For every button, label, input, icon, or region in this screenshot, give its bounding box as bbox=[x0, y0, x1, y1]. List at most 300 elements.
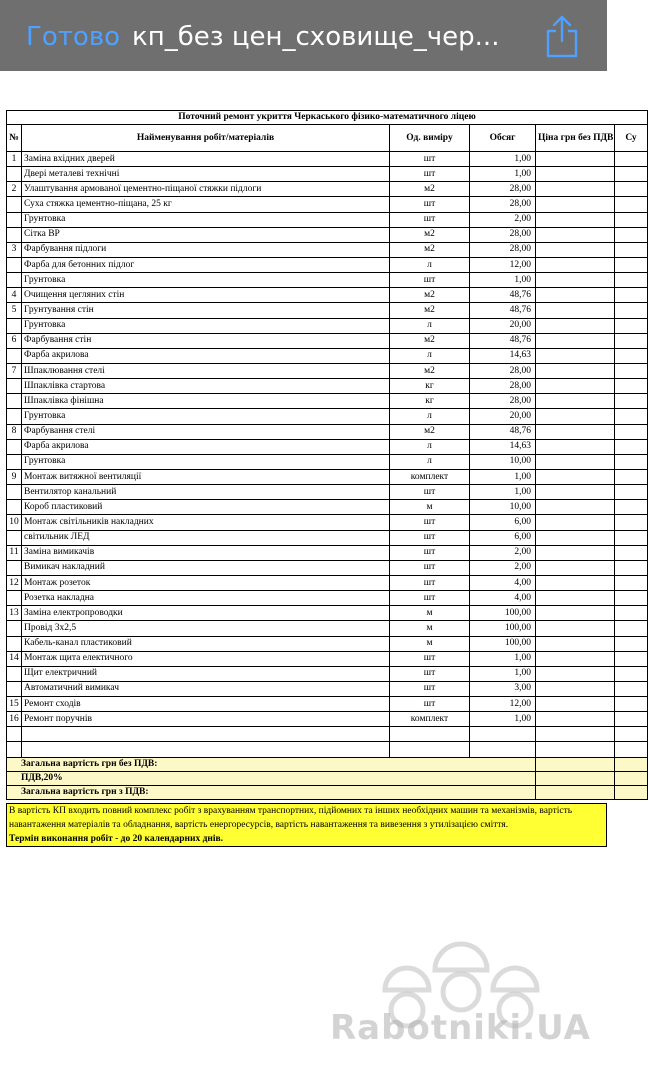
row-sum[interactable] bbox=[615, 152, 648, 167]
share-icon[interactable] bbox=[543, 14, 581, 58]
row-price[interactable] bbox=[536, 742, 615, 757]
row-quantity[interactable]: 2,00 bbox=[470, 545, 536, 560]
row-number[interactable] bbox=[7, 318, 22, 333]
row-sum[interactable] bbox=[615, 257, 648, 272]
row-price[interactable] bbox=[536, 515, 615, 530]
row-number[interactable]: 7 bbox=[7, 363, 22, 378]
row-name[interactable]: Грунтовка bbox=[22, 212, 390, 227]
row-sum[interactable] bbox=[615, 409, 648, 424]
row-price[interactable] bbox=[536, 424, 615, 439]
row-quantity[interactable]: 100,00 bbox=[470, 636, 536, 651]
row-quantity[interactable]: 4,00 bbox=[470, 575, 536, 590]
row-quantity[interactable]: 12,00 bbox=[470, 697, 536, 712]
row-name[interactable]: Шпаклювання стелі bbox=[22, 363, 390, 378]
row-price[interactable] bbox=[536, 379, 615, 394]
row-unit[interactable]: м2 bbox=[390, 363, 470, 378]
row-sum[interactable] bbox=[615, 666, 648, 681]
row-unit[interactable]: м2 bbox=[390, 182, 470, 197]
row-name[interactable]: Заміна вимикачів bbox=[22, 545, 390, 560]
row-name[interactable]: Фарба акрилова bbox=[22, 348, 390, 363]
row-name[interactable]: Грунтовка bbox=[22, 454, 390, 469]
row-quantity[interactable]: 28,00 bbox=[470, 227, 536, 242]
row-unit[interactable]: м bbox=[390, 621, 470, 636]
row-name[interactable]: Розетка накладна bbox=[22, 591, 390, 606]
row-sum[interactable] bbox=[615, 697, 648, 712]
row-name[interactable]: Монтаж витяжної вентиляції bbox=[22, 469, 390, 484]
row-unit[interactable]: л bbox=[390, 318, 470, 333]
row-price[interactable] bbox=[536, 530, 615, 545]
row-unit[interactable]: шт bbox=[390, 530, 470, 545]
row-unit[interactable]: комплект bbox=[390, 469, 470, 484]
row-price[interactable] bbox=[536, 485, 615, 500]
row-quantity[interactable]: 10,00 bbox=[470, 500, 536, 515]
row-quantity[interactable]: 48,76 bbox=[470, 424, 536, 439]
table-row bbox=[7, 591, 648, 606]
row-name[interactable]: Вимикач накладний bbox=[22, 560, 390, 575]
total-row bbox=[7, 771, 648, 785]
row-unit[interactable]: шт bbox=[390, 212, 470, 227]
row-name[interactable]: Грунтовка bbox=[22, 409, 390, 424]
row-quantity[interactable]: 28,00 bbox=[470, 197, 536, 212]
row-number[interactable]: 9 bbox=[7, 469, 22, 484]
total-sum[interactable] bbox=[615, 771, 648, 785]
row-quantity[interactable]: 4,00 bbox=[470, 591, 536, 606]
row-unit[interactable]: м2 bbox=[390, 227, 470, 242]
row-name[interactable]: Улаштування армованої цементно-піщаної стяжки підлоги bbox=[22, 182, 390, 197]
table-row bbox=[7, 394, 648, 409]
table-row bbox=[7, 651, 648, 666]
table-row bbox=[7, 439, 648, 454]
table-row bbox=[7, 363, 648, 378]
done-button[interactable]: Готово bbox=[26, 22, 121, 52]
row-number[interactable]: 14 bbox=[7, 651, 22, 666]
row-sum[interactable] bbox=[615, 227, 648, 242]
row-name[interactable]: Очищення цегляних стін bbox=[22, 288, 390, 303]
estimate-table bbox=[6, 110, 648, 800]
row-quantity[interactable]: 1,00 bbox=[470, 485, 536, 500]
row-number[interactable] bbox=[7, 197, 22, 212]
deadline-note: Термін виконання робіт - до 20 календарних днів. bbox=[9, 834, 224, 844]
row-name[interactable]: Сітка ВР bbox=[22, 227, 390, 242]
row-sum[interactable] bbox=[615, 545, 648, 560]
row-unit[interactable]: л bbox=[390, 409, 470, 424]
row-sum[interactable] bbox=[615, 681, 648, 696]
row-sum[interactable] bbox=[615, 469, 648, 484]
row-sum[interactable] bbox=[615, 303, 648, 318]
row-sum[interactable] bbox=[615, 318, 648, 333]
row-name[interactable]: Провід 3х2,5 bbox=[22, 621, 390, 636]
row-number[interactable]: 4 bbox=[7, 288, 22, 303]
table-row bbox=[7, 545, 648, 560]
row-quantity[interactable]: 1,00 bbox=[470, 273, 536, 288]
row-sum[interactable] bbox=[615, 197, 648, 212]
row-sum[interactable] bbox=[615, 606, 648, 621]
row-sum[interactable] bbox=[615, 712, 648, 727]
row-number[interactable]: 2 bbox=[7, 182, 22, 197]
row-price[interactable] bbox=[536, 697, 615, 712]
row-unit[interactable]: кг bbox=[390, 379, 470, 394]
table-row bbox=[7, 500, 648, 515]
table-row bbox=[7, 303, 648, 318]
table-row bbox=[7, 257, 648, 272]
top-navigation-bar bbox=[0, 0, 607, 71]
row-name[interactable]: Суха стяжка цементно-піщана, 25 кг bbox=[22, 197, 390, 212]
table-row bbox=[7, 469, 648, 484]
row-sum[interactable] bbox=[615, 636, 648, 651]
row-name[interactable]: Автоматичний вимикач bbox=[22, 681, 390, 696]
row-sum[interactable] bbox=[615, 560, 648, 575]
row-price[interactable] bbox=[536, 348, 615, 363]
row-quantity[interactable]: 14,63 bbox=[470, 348, 536, 363]
row-price[interactable] bbox=[536, 318, 615, 333]
row-unit[interactable]: шт bbox=[390, 681, 470, 696]
row-sum[interactable] bbox=[615, 742, 648, 757]
row-unit[interactable]: л bbox=[390, 439, 470, 454]
table-row bbox=[7, 333, 648, 348]
row-unit[interactable]: шт bbox=[390, 560, 470, 575]
row-price[interactable] bbox=[536, 712, 615, 727]
row-price[interactable] bbox=[536, 273, 615, 288]
row-price[interactable] bbox=[536, 666, 615, 681]
row-price[interactable] bbox=[536, 500, 615, 515]
row-unit[interactable]: комплект bbox=[390, 712, 470, 727]
row-name[interactable]: Заміна електропроводки bbox=[22, 606, 390, 621]
row-name[interactable]: Грунтовка bbox=[22, 318, 390, 333]
row-number[interactable]: 13 bbox=[7, 606, 22, 621]
row-sum[interactable] bbox=[615, 500, 648, 515]
row-quantity[interactable]: 28,00 bbox=[470, 242, 536, 257]
table-row bbox=[7, 167, 648, 182]
header-name: Найменування робіт/матеріалів bbox=[22, 125, 390, 152]
total-label: Загальна вартість грн з ПДВ: bbox=[7, 785, 536, 799]
row-number[interactable] bbox=[7, 591, 22, 606]
row-number[interactable] bbox=[7, 409, 22, 424]
row-sum[interactable] bbox=[615, 454, 648, 469]
table-row bbox=[7, 606, 648, 621]
row-unit[interactable]: м bbox=[390, 500, 470, 515]
row-unit[interactable] bbox=[390, 727, 470, 742]
total-row bbox=[7, 757, 648, 771]
row-price[interactable] bbox=[536, 182, 615, 197]
row-sum[interactable] bbox=[615, 288, 648, 303]
row-sum[interactable] bbox=[615, 439, 648, 454]
row-sum[interactable] bbox=[615, 515, 648, 530]
row-quantity[interactable]: 48,76 bbox=[470, 303, 536, 318]
row-name[interactable]: Вентилятор канальний bbox=[22, 485, 390, 500]
row-name[interactable]: Двері металеві технічні bbox=[22, 167, 390, 182]
row-name[interactable]: світильник ЛЕД bbox=[22, 530, 390, 545]
row-unit[interactable]: шт bbox=[390, 575, 470, 590]
row-quantity[interactable]: 28,00 bbox=[470, 182, 536, 197]
document-title: кп_без цен_сховище_чер... bbox=[132, 22, 500, 52]
spreadsheet-view[interactable] bbox=[6, 110, 637, 850]
row-name[interactable] bbox=[22, 742, 390, 757]
row-name[interactable]: Щит електричний bbox=[22, 666, 390, 681]
row-sum[interactable] bbox=[615, 591, 648, 606]
table-title: Поточний ремонт укриття Черкаського фізико-математичного ліцею bbox=[7, 111, 648, 125]
row-number[interactable]: 12 bbox=[7, 575, 22, 590]
row-sum[interactable] bbox=[615, 348, 648, 363]
row-unit[interactable]: шт bbox=[390, 666, 470, 681]
row-unit[interactable]: шт bbox=[390, 545, 470, 560]
row-quantity[interactable]: 28,00 bbox=[470, 394, 536, 409]
row-number[interactable] bbox=[7, 227, 22, 242]
row-quantity[interactable]: 28,00 bbox=[470, 379, 536, 394]
row-number[interactable] bbox=[7, 560, 22, 575]
row-name[interactable]: Фарбування стелі bbox=[22, 424, 390, 439]
row-number[interactable]: 11 bbox=[7, 545, 22, 560]
row-price[interactable] bbox=[536, 621, 615, 636]
row-number[interactable]: 3 bbox=[7, 242, 22, 257]
row-quantity[interactable]: 48,76 bbox=[470, 288, 536, 303]
row-number[interactable]: 1 bbox=[7, 152, 22, 167]
row-quantity[interactable]: 1,00 bbox=[470, 167, 536, 182]
row-quantity[interactable]: 20,00 bbox=[470, 409, 536, 424]
row-price[interactable] bbox=[536, 575, 615, 590]
row-price[interactable] bbox=[536, 606, 615, 621]
row-number[interactable] bbox=[7, 394, 22, 409]
row-unit[interactable]: шт bbox=[390, 651, 470, 666]
row-number[interactable] bbox=[7, 681, 22, 696]
table-row bbox=[7, 454, 648, 469]
row-sum[interactable] bbox=[615, 424, 648, 439]
row-sum[interactable] bbox=[615, 727, 648, 742]
row-unit[interactable]: шт bbox=[390, 197, 470, 212]
row-unit[interactable]: м bbox=[390, 636, 470, 651]
row-name[interactable]: Ремонт сходів bbox=[22, 697, 390, 712]
row-price[interactable] bbox=[536, 469, 615, 484]
row-price[interactable] bbox=[536, 227, 615, 242]
row-unit[interactable]: л bbox=[390, 257, 470, 272]
row-unit[interactable]: шт bbox=[390, 152, 470, 167]
row-unit[interactable]: шт bbox=[390, 697, 470, 712]
row-price[interactable] bbox=[536, 333, 615, 348]
table-row bbox=[7, 152, 648, 167]
row-price[interactable] bbox=[536, 454, 615, 469]
table-row bbox=[7, 575, 648, 590]
row-number[interactable] bbox=[7, 257, 22, 272]
table-row bbox=[7, 197, 648, 212]
row-number[interactable] bbox=[7, 439, 22, 454]
row-quantity[interactable]: 1,00 bbox=[470, 651, 536, 666]
row-sum[interactable] bbox=[615, 379, 648, 394]
total-value[interactable] bbox=[536, 757, 615, 771]
row-quantity[interactable]: 48,76 bbox=[470, 333, 536, 348]
row-quantity[interactable]: 100,00 bbox=[470, 621, 536, 636]
row-number[interactable]: 15 bbox=[7, 697, 22, 712]
row-number[interactable] bbox=[7, 621, 22, 636]
table-row bbox=[7, 348, 648, 363]
row-price[interactable] bbox=[536, 439, 615, 454]
row-sum[interactable] bbox=[615, 530, 648, 545]
row-price[interactable] bbox=[536, 409, 615, 424]
row-price[interactable] bbox=[536, 303, 615, 318]
row-name[interactable]: Шпаклівка фінішна bbox=[22, 394, 390, 409]
row-unit[interactable]: шт bbox=[390, 515, 470, 530]
row-unit[interactable]: шт bbox=[390, 167, 470, 182]
row-number[interactable]: 8 bbox=[7, 424, 22, 439]
row-name[interactable]: Монтаж щита електичного bbox=[22, 651, 390, 666]
row-number[interactable] bbox=[7, 273, 22, 288]
row-price[interactable] bbox=[536, 636, 615, 651]
row-name[interactable]: Фарбування підлоги bbox=[22, 242, 390, 257]
table-row bbox=[7, 742, 648, 757]
row-sum[interactable] bbox=[615, 621, 648, 636]
total-sum[interactable] bbox=[615, 785, 648, 799]
row-sum[interactable] bbox=[615, 651, 648, 666]
table-row bbox=[7, 273, 648, 288]
row-price[interactable] bbox=[536, 727, 615, 742]
row-sum[interactable] bbox=[615, 485, 648, 500]
table-row bbox=[7, 621, 648, 636]
row-quantity[interactable]: 28,00 bbox=[470, 363, 536, 378]
row-name[interactable]: Фарбування стін bbox=[22, 333, 390, 348]
row-number[interactable] bbox=[7, 500, 22, 515]
row-sum[interactable] bbox=[615, 182, 648, 197]
total-sum[interactable] bbox=[615, 757, 648, 771]
header-number: № bbox=[7, 125, 22, 152]
row-unit[interactable]: шт bbox=[390, 485, 470, 500]
total-value[interactable] bbox=[536, 785, 615, 799]
table-row bbox=[7, 424, 648, 439]
row-sum[interactable] bbox=[615, 167, 648, 182]
total-value[interactable] bbox=[536, 771, 615, 785]
row-quantity[interactable]: 6,00 bbox=[470, 515, 536, 530]
row-price[interactable] bbox=[536, 681, 615, 696]
row-number[interactable]: 10 bbox=[7, 515, 22, 530]
row-quantity[interactable] bbox=[470, 742, 536, 757]
header-price: Ціна грн без ПДВ bbox=[536, 125, 615, 152]
row-number[interactable]: 16 bbox=[7, 712, 22, 727]
row-sum[interactable] bbox=[615, 363, 648, 378]
table-row bbox=[7, 318, 648, 333]
row-name[interactable]: Заміна вхідних дверей bbox=[22, 152, 390, 167]
row-number[interactable] bbox=[7, 666, 22, 681]
row-price[interactable] bbox=[536, 167, 615, 182]
row-name[interactable]: Шпаклівка стартова bbox=[22, 379, 390, 394]
row-number[interactable]: 6 bbox=[7, 333, 22, 348]
row-price[interactable] bbox=[536, 545, 615, 560]
row-unit[interactable]: м2 bbox=[390, 333, 470, 348]
row-sum[interactable] bbox=[615, 575, 648, 590]
table-row bbox=[7, 530, 648, 545]
row-quantity[interactable] bbox=[470, 727, 536, 742]
row-name[interactable]: Монтаж розеток bbox=[22, 575, 390, 590]
row-quantity[interactable]: 10,00 bbox=[470, 454, 536, 469]
row-quantity[interactable]: 6,00 bbox=[470, 530, 536, 545]
row-name[interactable]: Грунтовка bbox=[22, 273, 390, 288]
row-number[interactable] bbox=[7, 727, 22, 742]
table-header-row bbox=[7, 125, 648, 152]
row-number[interactable] bbox=[7, 742, 22, 757]
row-price[interactable] bbox=[536, 363, 615, 378]
row-number[interactable] bbox=[7, 212, 22, 227]
row-number[interactable] bbox=[7, 348, 22, 363]
row-quantity[interactable]: 3,00 bbox=[470, 681, 536, 696]
table-row bbox=[7, 697, 648, 712]
table-row bbox=[7, 212, 648, 227]
row-unit[interactable]: м2 bbox=[390, 424, 470, 439]
row-quantity[interactable]: 1,00 bbox=[470, 469, 536, 484]
row-unit[interactable]: м bbox=[390, 606, 470, 621]
note-line: В вартість КП входить повний комплекс робіт з врахуванням транспортних, підйомних та інших необхідних машин та механізмів, вартість bbox=[9, 806, 573, 816]
table-row bbox=[7, 409, 648, 424]
row-price[interactable] bbox=[536, 651, 615, 666]
row-number[interactable]: 5 bbox=[7, 303, 22, 318]
row-sum[interactable] bbox=[615, 212, 648, 227]
row-name[interactable]: Грунтування стін bbox=[22, 303, 390, 318]
row-unit[interactable]: м2 bbox=[390, 242, 470, 257]
row-quantity[interactable]: 100,00 bbox=[470, 606, 536, 621]
table-row bbox=[7, 515, 648, 530]
row-unit[interactable]: кг bbox=[390, 394, 470, 409]
table-row bbox=[7, 288, 648, 303]
row-number[interactable] bbox=[7, 379, 22, 394]
row-unit[interactable]: м2 bbox=[390, 303, 470, 318]
row-sum[interactable] bbox=[615, 273, 648, 288]
row-name[interactable]: Короб пластиковий bbox=[22, 500, 390, 515]
row-number[interactable] bbox=[7, 485, 22, 500]
terms-note bbox=[6, 803, 607, 847]
row-number[interactable] bbox=[7, 454, 22, 469]
row-unit[interactable]: шт bbox=[390, 273, 470, 288]
row-name[interactable]: Фарба акрилова bbox=[22, 439, 390, 454]
row-number[interactable] bbox=[7, 530, 22, 545]
row-number[interactable] bbox=[7, 167, 22, 182]
row-quantity[interactable]: 1,00 bbox=[470, 712, 536, 727]
row-name[interactable]: Фарба для бетонних підлог bbox=[22, 257, 390, 272]
row-unit[interactable]: л bbox=[390, 454, 470, 469]
table-row bbox=[7, 681, 648, 696]
row-quantity[interactable]: 2,00 bbox=[470, 560, 536, 575]
table-row bbox=[7, 727, 648, 742]
row-sum[interactable] bbox=[615, 333, 648, 348]
row-quantity[interactable]: 1,00 bbox=[470, 666, 536, 681]
row-quantity[interactable]: 12,00 bbox=[470, 257, 536, 272]
row-quantity[interactable]: 1,00 bbox=[470, 152, 536, 167]
row-name[interactable] bbox=[22, 727, 390, 742]
row-number[interactable] bbox=[7, 636, 22, 651]
total-row bbox=[7, 785, 648, 799]
row-unit[interactable]: л bbox=[390, 348, 470, 363]
row-unit[interactable]: шт bbox=[390, 591, 470, 606]
row-price[interactable] bbox=[536, 591, 615, 606]
row-price[interactable] bbox=[536, 212, 615, 227]
row-sum[interactable] bbox=[615, 394, 648, 409]
row-price[interactable] bbox=[536, 394, 615, 409]
watermark-text: Rabotniki.UA bbox=[330, 1008, 591, 1048]
row-price[interactable] bbox=[536, 152, 615, 167]
row-name[interactable]: Ремонт поручнів bbox=[22, 712, 390, 727]
table-row bbox=[7, 182, 648, 197]
row-quantity[interactable]: 20,00 bbox=[470, 318, 536, 333]
row-quantity[interactable]: 2,00 bbox=[470, 212, 536, 227]
row-price[interactable] bbox=[536, 560, 615, 575]
row-sum[interactable] bbox=[615, 242, 648, 257]
row-price[interactable] bbox=[536, 288, 615, 303]
total-label: Загальна вартість грн без ПДВ: bbox=[7, 757, 536, 771]
table-row bbox=[7, 666, 648, 681]
row-price[interactable] bbox=[536, 242, 615, 257]
row-price[interactable] bbox=[536, 257, 615, 272]
row-name[interactable]: Монтаж світільників накладних bbox=[22, 515, 390, 530]
row-quantity[interactable]: 14,63 bbox=[470, 439, 536, 454]
table-row bbox=[7, 227, 648, 242]
row-price[interactable] bbox=[536, 197, 615, 212]
row-unit[interactable]: м2 bbox=[390, 288, 470, 303]
row-name[interactable]: Кабель-канал пластиковий bbox=[22, 636, 390, 651]
row-unit[interactable] bbox=[390, 742, 470, 757]
